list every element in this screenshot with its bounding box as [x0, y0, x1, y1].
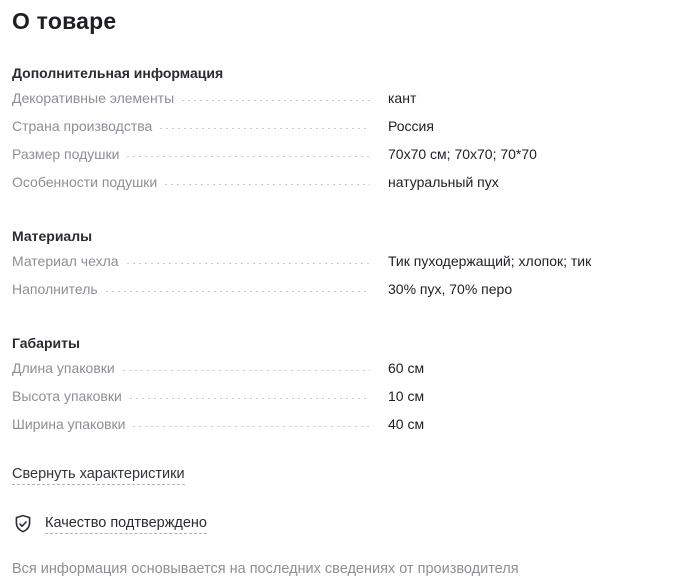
- spec-value: кант: [388, 90, 417, 106]
- dotted-leader: [160, 117, 370, 129]
- spec-label: Ширина упаковки: [12, 416, 126, 432]
- spec-value: 60 см: [388, 360, 425, 376]
- spec-row: [12, 281, 671, 309]
- spec-row: [12, 118, 671, 146]
- spec-label: Страна производства: [12, 118, 153, 134]
- manufacturer-disclaimer: Вся информация основывается на последних сведениях от производителя: [12, 561, 519, 577]
- spec-label: Материал чехла: [12, 253, 119, 269]
- page-title: О товаре: [12, 8, 117, 34]
- spec-value: 10 см: [388, 388, 425, 404]
- spec-value: натуральный пух: [388, 174, 499, 190]
- dotted-leader: [106, 280, 370, 292]
- spec-label: Особенности подушки: [12, 174, 158, 190]
- spec-value: 40 см: [388, 416, 425, 432]
- shield-check-icon: [12, 513, 34, 535]
- collapse-characteristics-link[interactable]: Свернуть характеристики: [12, 466, 185, 485]
- spec-row: [12, 360, 671, 388]
- spec-label: Длина упаковки: [12, 360, 115, 376]
- dotted-leader: [123, 359, 370, 371]
- spec-label: Размер подушки: [12, 146, 120, 162]
- dotted-leader: [130, 387, 370, 399]
- spec-row: [12, 174, 671, 202]
- quality-badge-label[interactable]: Качество подтверждено: [45, 515, 207, 534]
- spec-label: Высота упаковки: [12, 388, 122, 404]
- spec-value: 30% пух, 70% перо: [388, 281, 513, 297]
- section-header: Габариты: [12, 335, 80, 351]
- spec-value: Тик пуходержащий; хлопок; тик: [388, 253, 592, 269]
- spec-row: [12, 90, 671, 118]
- spec-row: [12, 388, 671, 416]
- dotted-leader: [182, 89, 370, 101]
- dotted-leader: [127, 145, 370, 157]
- spec-section-additional-info: [12, 65, 671, 202]
- section-header: Дополнительная информация: [12, 65, 224, 81]
- dotted-leader: [165, 173, 370, 185]
- dotted-leader: [127, 252, 370, 264]
- spec-label: Декоративные элементы: [12, 90, 175, 106]
- spec-row: [12, 416, 671, 444]
- dotted-leader: [133, 415, 370, 427]
- section-header: Материалы: [12, 228, 93, 244]
- quality-confirmed-badge[interactable]: [12, 513, 671, 535]
- spec-value: Россия: [388, 118, 434, 134]
- spec-row: [12, 253, 671, 281]
- spec-section-materials: [12, 228, 671, 309]
- spec-section-dimensions: [12, 335, 671, 444]
- spec-value: 70x70 см; 70x70; 70*70: [388, 146, 537, 162]
- spec-row: [12, 146, 671, 174]
- spec-label: Наполнитель: [12, 281, 98, 297]
